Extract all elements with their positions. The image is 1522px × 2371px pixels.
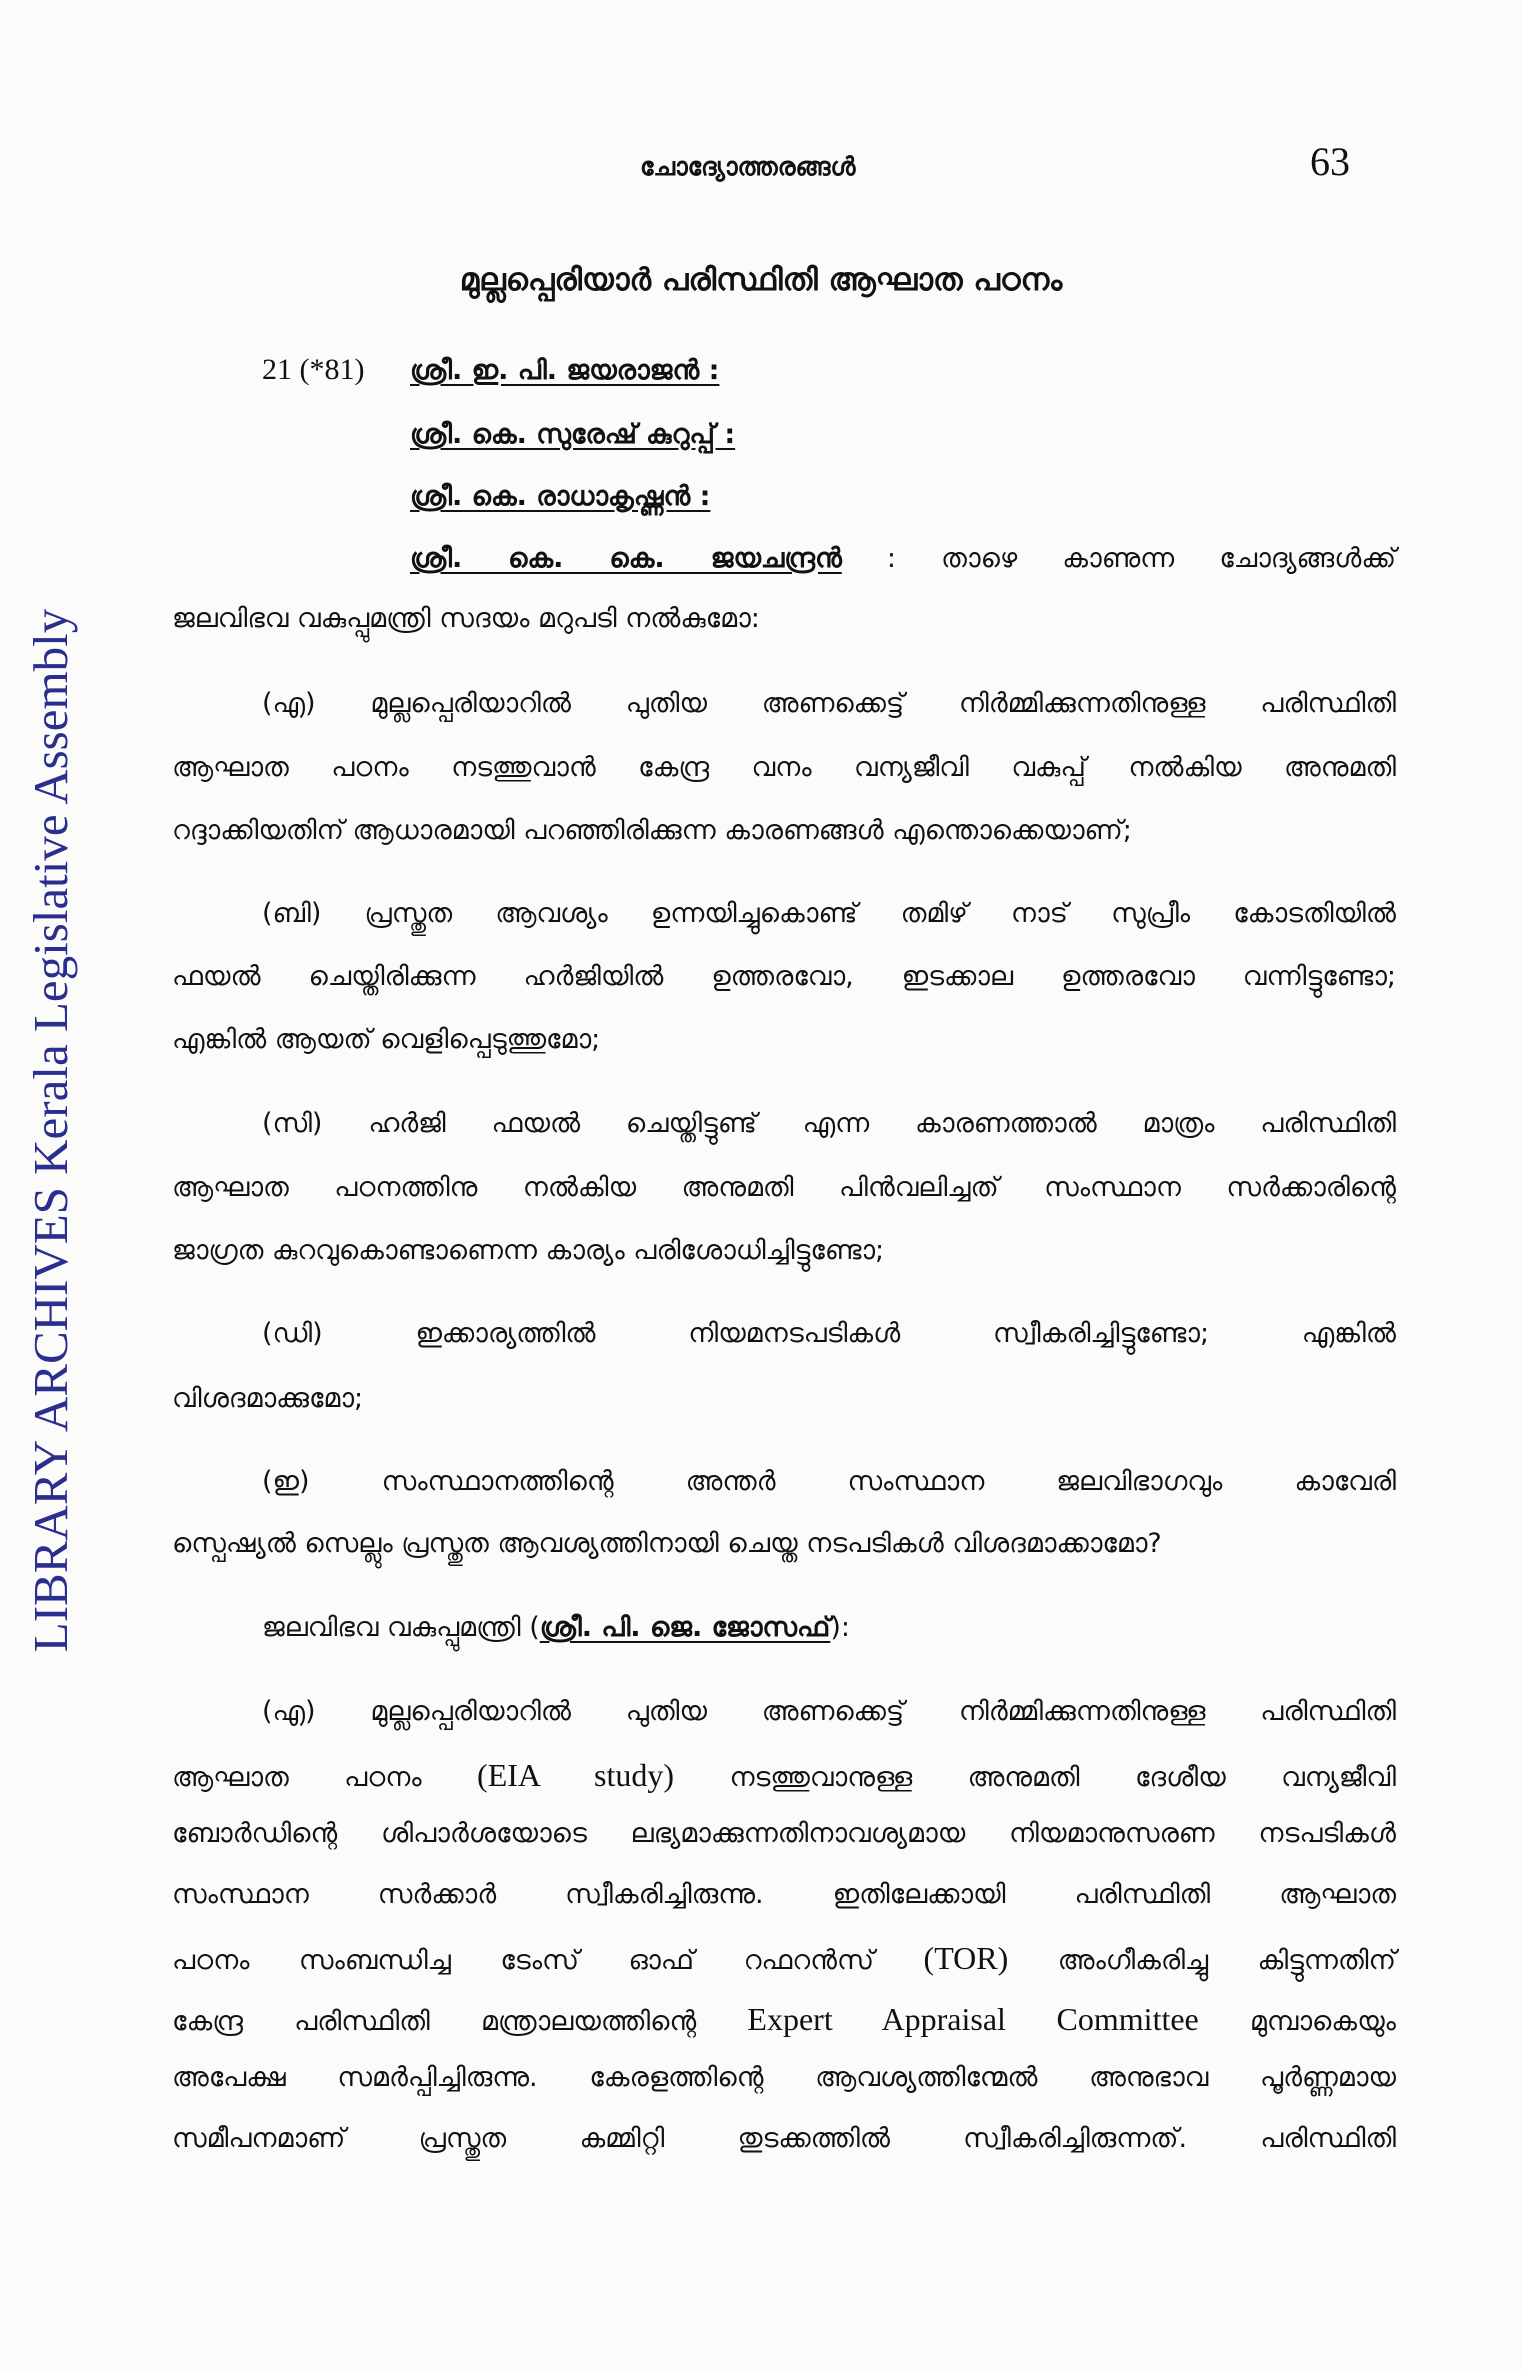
answer-eia-term: (EIA study) <box>477 1757 675 1793</box>
answer-a-l6-pre: കേന്ദ്ര പരിസ്ഥിതി മന്ത്രാലയത്തിന്റെ <box>172 2006 748 2037</box>
question-c-line-2: ആഘാത പഠനത്തിനു നൽകിയ അനുമതി പിൻവലിച്ചത് സംസ്ഥാന സർക്കാരിന്റെ <box>172 1172 1396 1203</box>
answer-heading <box>262 1612 1396 1644</box>
answer-a-l2-pre: ആഘാത പഠനം <box>172 1762 478 1793</box>
archive-side-stamp <box>22 180 80 2080</box>
member-4-line <box>410 543 1396 575</box>
answer-a-line-1: (എ) മുല്ലപ്പെരിയാറിൽ പുതിയ അണക്കെട്ട് നിർമ്മിക്കുന്നതിനുള്ള പരിസ്ഥിതി <box>262 1696 1396 1727</box>
member-3 <box>410 481 710 513</box>
page-number: 63 <box>1310 139 1350 184</box>
question-c-line-1: (സി) ഹർജി ഫയൽ ചെയ്തിട്ടുണ്ട് എന്ന കാരണത്താൽ മാത്രം പരിസ്ഥിതി <box>262 1108 1396 1139</box>
answer-a-line-4: സംസ്ഥാന സർക്കാർ സ്വീകരിച്ചിരുന്നു. ഇതിലേക്കായി പരിസ്ഥിതി ആഘാത <box>172 1879 1396 1910</box>
answer-a-l5-pre: പഠനം സംബന്ധിച്ച ടേംസ് ഓഫ് റഫറൻസ് <box>172 1945 924 1976</box>
question-e-line-1: (ഇ) സംസ്ഥാനത്തിന്റെ അന്തർ സംസ്ഥാന ജലവിഭാഗവും കാവേരി <box>262 1466 1396 1497</box>
question-b-line-2: ഫയൽ ചെയ്തിരിക്കുന്ന ഹർജിയിൽ ഉത്തരവോ, ഇടക്കാല ഉത്തരവോ വന്നിട്ടുണ്ടോ; <box>172 961 1396 992</box>
question-b-line-3: എങ്കിൽ ആയത് വെളിപ്പെടുത്തുമോ; <box>172 1024 601 1055</box>
answer-a-l2-post: നടത്തുവാനുള്ള അനുമതി ദേശീയ വന്യജീവി <box>674 1762 1396 1793</box>
answer-intro: ജലവിഭവ വകുപ്പുമന്ത്രി ( <box>262 1612 540 1643</box>
answer-a-line-2 <box>172 1757 1396 1794</box>
answer-a-l5-post: അംഗീകരിച്ചു കിട്ടുന്നതിന് <box>1008 1945 1396 1976</box>
answer-a-line-6 <box>172 2001 1396 2038</box>
answer-committee-term: Expert Appraisal Committee <box>747 2001 1199 2037</box>
question-a-line-1: (എ) മുല്ലപ്പെരിയാറിൽ പുതിയ അണക്കെട്ട് നിർമ്മിക്കുന്നതിനുള്ള പരിസ്ഥിതി <box>262 688 1396 719</box>
question-d-line-2: വിശദമാക്കുമോ; <box>172 1383 364 1414</box>
member-1-name: ശ്രീ. ഇ. പി. ജയരാജൻ : <box>410 355 720 386</box>
intro-line-2: ജലവിഭവ വകുപ്പുമന്ത്രി സദയം മറുപടി നൽകുമോ: <box>172 603 760 634</box>
question-a-line-3: റദ്ദാക്കിയതിന് ആധാരമായി പറഞ്ഞിരിക്കുന്ന കാരണങ്ങൾ എന്തൊക്കെയാണ്; <box>172 815 1132 846</box>
question-e-line-2: സ്പെഷ്യൽ സെല്ലും പ്രസ്തുത ആവശ്യത്തിനായി ചെയ്ത നടപടികൾ വിശദമാക്കാമോ? <box>172 1528 1162 1559</box>
member-1 <box>410 355 719 387</box>
answer-a-line-7: അപേക്ഷ സമർപ്പിച്ചിരുന്നു. കേരളത്തിന്റെ ആവശ്യത്തിന്മേൽ അനുഭാവ പൂർണ്ണമായ <box>172 2062 1396 2093</box>
answer-close: ): <box>830 1612 850 1643</box>
member-2-name: ശ്രീ. കെ. സുരേഷ് കുറുപ്പ് : <box>410 419 736 450</box>
answer-tor-term: (TOR) <box>923 1940 1009 1976</box>
answer-a-line-3: ബോർഡിന്റെ ശിപാർശയോടെ ലഭ്യമാക്കുന്നതിനാവശ്യമായ നിയമാനുസരണ നടപടികൾ <box>172 1818 1396 1849</box>
archive-stamp-text: LIBRARY ARCHIVES Kerala Legislative Assembly <box>23 608 79 1652</box>
member-4-name: ശ്രീ. കെ. കെ. ജയചന്ദ്രൻ <box>410 543 842 574</box>
running-head: ചോദ്യോത്തരങ്ങൾ <box>640 152 856 181</box>
question-d-line-1: (ഡി) ഇക്കാര്യത്തിൽ നിയമനടപടികൾ സ്വീകരിച്ചിട്ടുണ്ടോ; എങ്കിൽ <box>262 1318 1396 1349</box>
member-2 <box>410 419 735 451</box>
question-c-line-3: ജാഗ്രത കുറവുകൊണ്ടാണെന്ന കാര്യം പരിശോധിച്ചിട്ടുണ്ടോ; <box>172 1235 885 1266</box>
question-title: മുല്ലപ്പെരിയാർ പരിസ്ഥിതി ആഘാത പഠനം <box>459 262 1063 298</box>
question-a-line-2: ആഘാത പഠനം നടത്തുവാൻ കേന്ദ്ര വനം വന്യജീവി വകുപ്പ് നൽകിയ അനുമതി <box>172 752 1396 783</box>
question-b-line-1: (ബി) പ്രസ്തുത ആവശ്യം ഉന്നയിച്ചുകൊണ്ട് തമിഴ് നാട് സുപ്രീം കോടതിയിൽ <box>262 898 1396 929</box>
member-3-name: ശ്രീ. കെ. രാധാകൃഷ്ണൻ : <box>410 481 711 512</box>
member-4-rest: : താഴെ കാണുന്ന ചോദ്യങ്ങൾക്ക് <box>841 543 1396 574</box>
answer-a-line-5 <box>172 1940 1396 1977</box>
answer-a-l6-post: മുമ്പാകെയും <box>1198 2006 1396 2037</box>
answer-minister: ശ്രീ. പി. ജെ. ജോസഫ് <box>539 1612 831 1643</box>
question-number: 21 (*81) <box>262 353 365 386</box>
answer-a-line-8: സമീപനമാണ് പ്രസ്തുത കമ്മിറ്റി തുടക്കത്തിൽ സ്വീകരിച്ചിരുന്നത്. പരിസ്ഥിതി <box>172 2123 1396 2154</box>
